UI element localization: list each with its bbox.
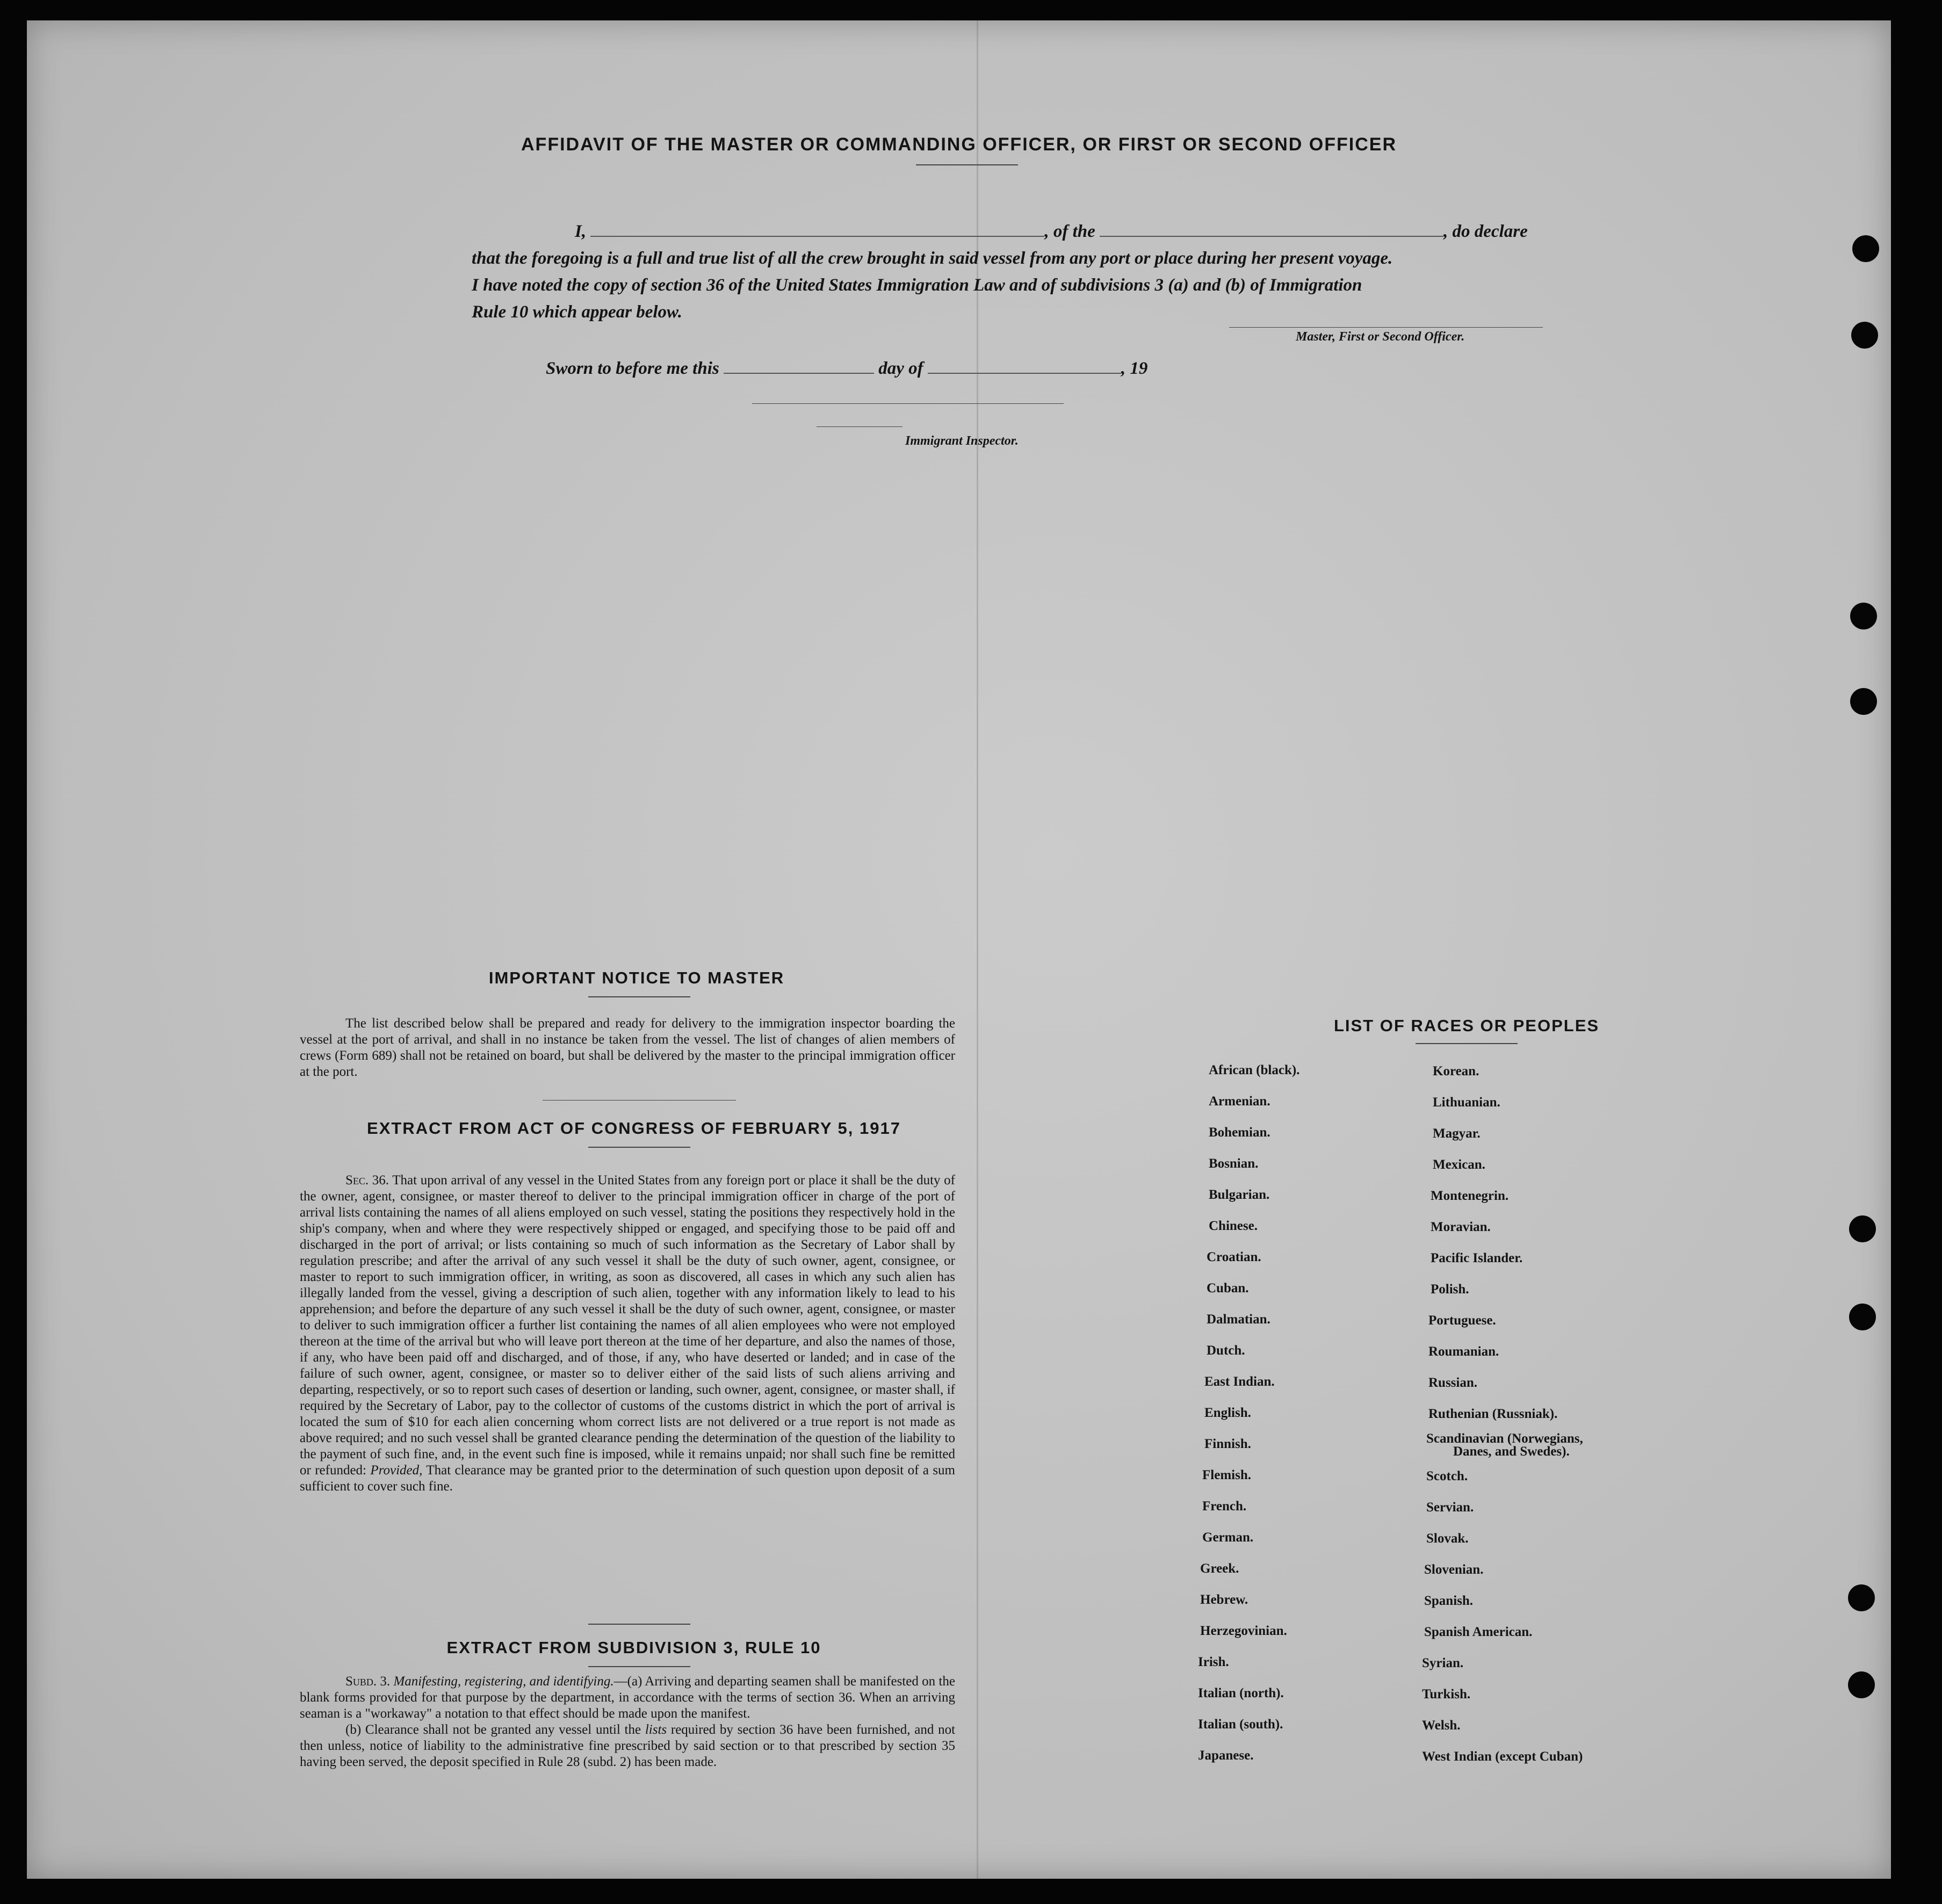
race-right-item: Russian.	[1428, 1375, 1478, 1390]
race-left-item: Herzegovinian.	[1200, 1624, 1287, 1638]
race-left-item: Bulgarian.	[1209, 1188, 1270, 1202]
punch-hole	[1852, 235, 1879, 262]
affidavit-line-1: I, , of the , do declare	[575, 222, 1528, 241]
race-right-item: Syrian.	[1422, 1656, 1464, 1670]
race-right-item: Polish.	[1431, 1282, 1469, 1297]
notice-text: The list described below shall be prepared and ready for delivery to the immigration inspector boarding the vessel at the port of arrival, and shall in no instance be taken from the vessel. The list of changes of alien members of crews (Form 689) shall not be retained on board, but shall be delivered by the master to the principal immigration officer at the port.	[300, 1016, 955, 1079]
race-right-item: Mexican.	[1433, 1157, 1485, 1172]
rule-divider	[588, 1666, 690, 1667]
race-left-item: Hebrew.	[1200, 1592, 1248, 1607]
sworn-line: Sworn to before me this day of , 19	[546, 359, 1148, 378]
rule-paragraph-a: Subd. 3. Manifesting, registering, and identifying.—(a) Arriving and departing seamen shall be manifested on the blank forms provided for that purpose by the department, in accordance with the terms of section 36. When an arriving seaman is a "workaway" a notation to that effect should be made upon the manifest.	[300, 1674, 955, 1721]
race-left-item: Dalmatian.	[1207, 1312, 1270, 1327]
affidavit-line-3: I have noted the copy of section 36 of the United States Immigration Law and of subdivisions 3 (a) and (b) of Immigration	[472, 276, 1362, 295]
race-left-item: Cuban.	[1207, 1281, 1249, 1295]
race-left-item: English.	[1204, 1406, 1251, 1420]
punch-hole	[1850, 603, 1877, 629]
race-right-item: Ruthenian (Russniak).	[1428, 1407, 1558, 1421]
act-text: Sec. 36. That upon arrival of any vessel in the United States from any foreign port or place it shall be the duty of the owner, agent, consignee, or master thereof to deliver to the principal immigration officer in charge of the port of arrival lists containing the names of all aliens employed on such vessel, stating the positions they respectively hold in the ship's company, when and where they were respectively shipped or engaged, and specifying those to be paid off and discharged in the port of arrival; or lists containing so much of such information as the Secretary of Labor shall by regulation prescribe; and after the arrival of any such vessel it shall be the duty of such owner, agent, consignee, or master to report to such immigration officer, in writing, as soon as discovered, all cases in which any such alien has illegally landed from the vessel, giving a description of such alien, together with any information likely to lead to his apprehension; and before the departure of any such vessel it shall be the duty of such owner, agent, consignee, or master to deliver to such immigration officer a further list containing the names of all alien employees who were not employed thereon at the time of the arrival but who will leave port thereon at the time of her departure, and also the names of those, if any, who have been paid off and discharged, and of those, if any, who have deserted or landed; and in case of the failure of such owner, agent, consignee, or master so to deliver either of the said lists of such aliens arriving and departing, respectively, or so to report such cases of desertion or landing, such owner, agent, consignee, or master shall, if required by the Secretary of Labor, pay to the collector of customs of the customs district in which the port of arrival is located the sum of $10 for each alien concerning whom correct lists are not delivered or a true report is not made as above required; and no such vessel shall be granted clearance pending the determination of the question of the liability to the payment of such fine, and, in the event such fine is imposed, while it remains unpaid; nor shall such fine be remitted or refunded: Provided, That clearance may be granted prior to the determination of such question upon deposit of a sum sufficient to cover such fine.	[300, 1173, 956, 1494]
act-bottom-rule	[588, 1624, 690, 1625]
inspector-label: Immigrant Inspector.	[905, 434, 1019, 448]
punch-hole	[1849, 1215, 1876, 1242]
vessel-blank[interactable]	[1100, 236, 1443, 237]
race-right-item: Roumanian.	[1428, 1344, 1499, 1359]
affidavit-line-4: Rule 10 which appear below.	[472, 302, 683, 322]
document-page	[27, 20, 1891, 1879]
punch-hole	[1850, 688, 1877, 715]
race-left-item: Flemish.	[1202, 1468, 1251, 1482]
rule-text	[300, 1674, 955, 1770]
race-right-item: Spanish American.	[1424, 1625, 1533, 1639]
races-divider	[1416, 1043, 1518, 1044]
race-left-item: Bohemian.	[1209, 1125, 1270, 1140]
race-left-item: Chinese.	[1209, 1219, 1258, 1233]
rule-title: EXTRACT FROM SUBDIVISION 3, RULE 10	[446, 1638, 821, 1657]
punch-hole	[1848, 1671, 1875, 1698]
race-left-item: Finnish.	[1204, 1437, 1251, 1451]
race-left-item: Italian (north).	[1198, 1686, 1284, 1700]
race-right-item: Portuguese.	[1428, 1313, 1496, 1328]
race-left-item: French.	[1202, 1499, 1247, 1514]
signature-line[interactable]	[1229, 327, 1543, 328]
title-divider	[916, 164, 1018, 165]
race-left-item: African (black).	[1209, 1063, 1300, 1077]
act-divider	[588, 1147, 690, 1148]
race-left-item: Croatian.	[1207, 1250, 1261, 1264]
race-right-item: Montenegrin.	[1431, 1189, 1509, 1203]
race-left-item: Dutch.	[1207, 1343, 1245, 1358]
affidavit-body	[472, 218, 1573, 325]
race-right-item: Moravian.	[1431, 1220, 1491, 1234]
punch-hole	[1849, 1304, 1876, 1330]
race-right-item: Slovenian.	[1424, 1562, 1484, 1577]
race-right-item: Scotch.	[1426, 1469, 1468, 1483]
inspector-signature-line[interactable]	[752, 403, 1064, 404]
race-right-item: Spanish.	[1424, 1594, 1474, 1608]
race-left-item: Italian (south).	[1198, 1717, 1283, 1732]
race-left-item: German.	[1202, 1530, 1254, 1545]
day-blank[interactable]	[724, 373, 874, 374]
races-title: LIST OF RACES OR PEOPLES	[1333, 1016, 1600, 1035]
notice-bottom-rule	[543, 1100, 736, 1101]
race-right-item-continuation: Danes, and Swedes).	[1453, 1444, 1570, 1459]
signature-label: Master, First or Second Officer.	[1296, 330, 1465, 344]
race-right-item: Slovak.	[1426, 1531, 1469, 1546]
notice-divider	[588, 996, 690, 997]
race-right-item: Welsh.	[1422, 1718, 1461, 1733]
race-right-item: Magyar.	[1433, 1126, 1481, 1141]
race-left-item: Irish.	[1198, 1655, 1229, 1669]
race-left-item: Greek.	[1200, 1561, 1239, 1576]
name-blank[interactable]	[590, 236, 1044, 237]
rule-paragraph-b: (b) Clearance shall not be granted any vessel until the lists required by section 36 have been furnished, and not then unless, notice of liability to the administrative fine prescribed by said section or to that prescribed by section 35 having been served, the deposit specified in Rule 28 (subd. 2) has been made.	[300, 1722, 956, 1769]
month-blank[interactable]	[928, 373, 1121, 374]
notice-title: IMPORTANT NOTICE TO MASTER	[488, 968, 785, 987]
punch-hole	[1851, 322, 1878, 349]
affidavit-title: AFFIDAVIT OF THE MASTER OR COMMANDING OFFICER, OR FIRST OR SECOND OFFICER	[521, 134, 1397, 155]
race-right-item: West Indian (except Cuban)	[1422, 1749, 1583, 1764]
act-title: EXTRACT FROM ACT OF CONGRESS OF FEBRUARY 5, 1917	[367, 1119, 901, 1138]
race-right-item: Pacific Islander.	[1431, 1251, 1523, 1265]
race-left-item: Japanese.	[1198, 1748, 1254, 1763]
affidavit-line-2: that the foregoing is a full and true list of all the crew brought in said vessel from any port or place during her present voyage.	[472, 249, 1393, 268]
race-right-item: Turkish.	[1422, 1687, 1471, 1702]
punch-hole	[1848, 1584, 1875, 1611]
race-left-item: Bosnian.	[1209, 1156, 1259, 1171]
inspector-short-line	[817, 426, 903, 427]
race-right-item: Scandinavian (Norwegians,	[1426, 1431, 1583, 1446]
race-left-item: East Indian.	[1204, 1374, 1275, 1389]
race-right-item: Korean.	[1433, 1064, 1479, 1078]
race-right-item: Servian.	[1426, 1500, 1474, 1515]
race-left-item: Armenian.	[1209, 1094, 1270, 1109]
race-right-item: Lithuanian.	[1433, 1095, 1500, 1110]
